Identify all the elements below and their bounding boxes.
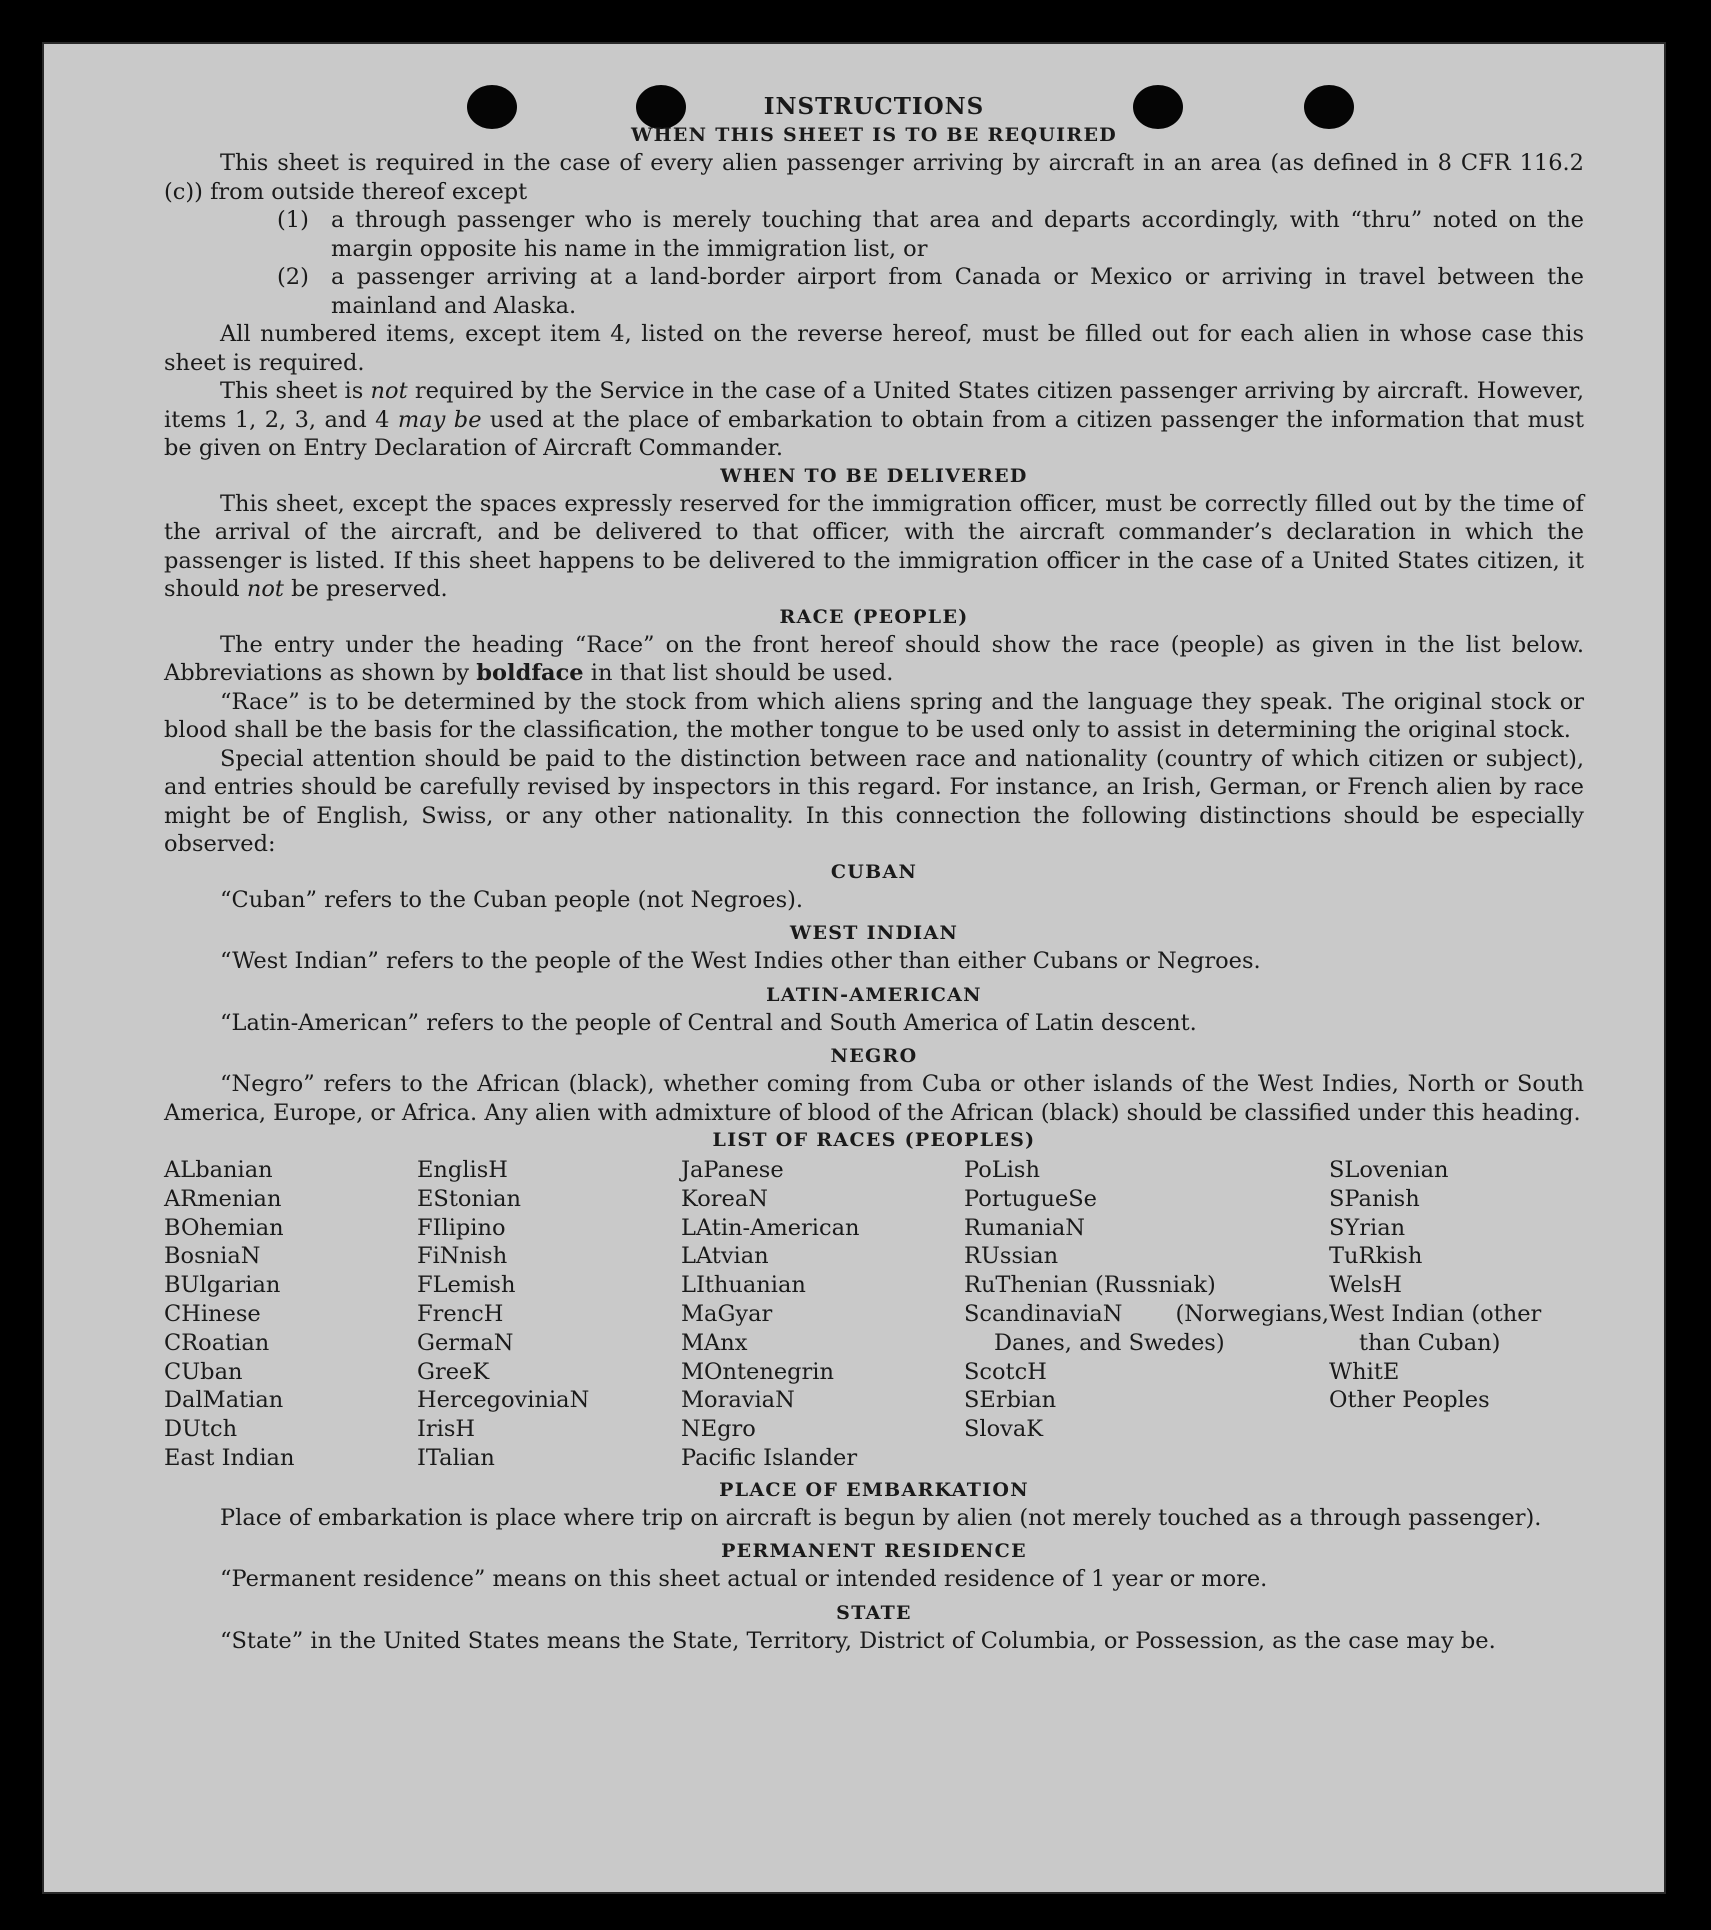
section-heading: LIST OF RACES (PEOPLES): [712, 1129, 1036, 1151]
section-heading: NEGRO: [830, 1045, 918, 1067]
race-entry: PoLish: [964, 1157, 1040, 1183]
section-heading: WEST INDIAN: [789, 922, 959, 944]
race-entry: MOntenegrin: [681, 1358, 834, 1385]
race-entry: JaPanese: [681, 1157, 784, 1183]
race-entry: EnglisH: [417, 1157, 508, 1183]
race-entry: West Indian (other than Cuban): [1329, 1300, 1542, 1356]
race-entry: BUlgarian: [164, 1272, 281, 1299]
paragraph: “Cuban” refers to the Cuban people (not Negroes).: [220, 886, 804, 913]
paragraph: All numbered items, except item 4, listed on the reverse hereof, must be filled out for each alien in whose case this sheet is required.: [164, 321, 1584, 376]
instructions-content: [164, 92, 1584, 1655]
race-entry: SlovaK: [964, 1416, 1044, 1443]
paragraph: This sheet, except the spaces expressly reserved for the immigration officer, must be correctly filled out by the time of the arrival of the aircraft, and be delivered to that officer, with the aircraft commander’s declaration in which the passenger is listed. If this sheet happens to be delivered to the immigration officer in the case of a United States citizen, it should not be preserved.: [164, 490, 1584, 602]
race-column: [964, 1156, 1329, 1473]
document-sheet: [44, 44, 1664, 1892]
race-entry: RUssian: [964, 1243, 1059, 1270]
race-entry: PortugueSe: [964, 1185, 1098, 1212]
page-title: INSTRUCTIONS: [763, 93, 985, 120]
paragraph: This sheet is required in the case of every alien passenger arriving by aircraft in an area (as defined in 8 CFR 116.2 (c)) from outside thereof except: [164, 150, 1584, 205]
race-entry: CUban: [164, 1358, 243, 1385]
numbered-item: [277, 263, 1584, 320]
race-entry: ITalian: [417, 1444, 495, 1471]
race-entry: SErbian: [964, 1387, 1057, 1414]
paragraph: “Negro” refers to the African (black), whether coming from Cuba or other islands of the West Indies, North or South America, Europe, or Africa. Any alien with admixture of blood of the African (black) should be classified under this heading.: [164, 1071, 1584, 1126]
paragraph: This sheet is not required by the Service in the case of a United States citizen passenger arriving by aircraft. However, items 1, 2, 3, and 4 may be used at the place of embarkation to obtain from a citizen passenger the information that must be given on Entry Declaration of Aircraft Commander.: [164, 378, 1584, 461]
paragraph: “Permanent residence” means on this sheet actual or intended residence of 1 year or more.: [220, 1566, 1268, 1593]
section-heading: WHEN THIS SHEET IS TO BE REQUIRED: [630, 124, 1118, 146]
race-entry: Pacific Islander: [681, 1444, 858, 1471]
race-entry: SLovenian: [1329, 1157, 1449, 1183]
race-entry: ALbanian: [164, 1157, 273, 1183]
race-entry: SYrian: [1329, 1214, 1406, 1241]
paragraph: “Race” is to be determined by the stock from which aliens spring and the language they speak. The original stock or blood shall be the basis for the classification, the mother tongue to be used only to assist in determining the original stock.: [164, 688, 1584, 743]
race-entry: WelsH: [1329, 1272, 1402, 1299]
section-heading: STATE: [836, 1601, 912, 1624]
item-text: a passenger arriving at a land-border airport from Canada or Mexico or arriving in travel between the mainland and Alaska.: [331, 264, 1584, 319]
item-text: a through passenger who is merely touching that area and departs accordingly, with “thru” noted on the margin opposite his name in the immigration list, or: [331, 207, 1584, 262]
race-column: [164, 1156, 417, 1473]
section-heading: PLACE OF EMBARKATION: [719, 1478, 1029, 1501]
race-entry: ScotcH: [964, 1358, 1047, 1385]
section-heading: RACE (PEOPLE): [779, 605, 969, 628]
paragraph: The entry under the heading “Race” on the front hereof should show the race (people) as given in the list below. Abbreviations as shown by boldface in that list should be used.: [164, 631, 1584, 686]
race-entry: East Indian: [164, 1444, 295, 1471]
race-entry: ARmenian: [164, 1185, 282, 1212]
race-entry: LIthuanian: [681, 1272, 806, 1299]
paragraph: Special attention should be paid to the distinction between race and nationality (country of which citizen or subject), and entries should be carefully revised by inspectors in this regard. For instance, an Irish, German, or French alien by race might be of English, Swiss, or any other nationality. In this connection the following distinctions should be especially observed:: [164, 745, 1584, 857]
race-entry: CHinese: [164, 1300, 261, 1327]
paragraph: “West Indian” refers to the people of the West Indies other than either Cubans or Negroes.: [220, 948, 1261, 974]
race-entry: GreeK: [417, 1358, 490, 1385]
race-entry: LAtvian: [681, 1243, 769, 1270]
race-entry: CRoatian: [164, 1329, 270, 1356]
race-entry: EStonian: [417, 1185, 522, 1212]
race-entry: IrisH: [417, 1416, 476, 1443]
paragraph: “Latin-American” refers to the people of Central and South America of Latin descent.: [220, 1009, 1197, 1036]
paragraph: Place of embarkation is place where trip on aircraft is begun by alien (not merely touched as a through passenger).: [220, 1504, 1542, 1531]
race-entry: MoraviaN: [681, 1387, 795, 1414]
race-entry: ScandinaviaN (Norwegians, Danes, and Swedes): [964, 1300, 1329, 1356]
race-entry: MAnx: [681, 1329, 748, 1356]
race-entry: FrencH: [417, 1300, 504, 1327]
race-entry: MaGyar: [681, 1300, 773, 1327]
section-heading: CUBAN: [830, 860, 918, 883]
race-column: [417, 1156, 681, 1473]
numbered-item: [277, 206, 1584, 263]
race-entry: FLemish: [417, 1272, 516, 1299]
race-entry: FIlipino: [417, 1214, 506, 1241]
race-entry: NEgro: [681, 1416, 756, 1443]
race-entry: BOhemian: [164, 1214, 284, 1241]
item-number: (1): [277, 207, 309, 233]
section-heading: WHEN TO BE DELIVERED: [720, 464, 1028, 487]
race-list: [164, 1156, 1584, 1473]
race-entry: LAtin-American: [681, 1214, 860, 1241]
race-entry: HercegoviniaN: [417, 1387, 590, 1414]
paragraph: “State” in the United States means the State, Territory, District of Columbia, or Possession, as the case may be.: [220, 1627, 1496, 1654]
race-entry: Other Peoples: [1329, 1387, 1490, 1414]
item-number: (2): [277, 264, 309, 290]
race-entry: DalMatian: [164, 1387, 284, 1414]
section-heading: PERMANENT RESIDENCE: [721, 1540, 1027, 1563]
race-column: [1329, 1156, 1584, 1473]
race-entry: GermaN: [417, 1329, 514, 1356]
race-entry: WhitE: [1329, 1358, 1400, 1385]
race-entry: BosniaN: [164, 1243, 261, 1270]
race-entry: KoreaN: [681, 1185, 768, 1212]
race-column: [681, 1156, 964, 1473]
section-heading: LATIN-AMERICAN: [766, 983, 982, 1006]
race-entry: DUtch: [164, 1416, 238, 1443]
race-entry: TuRkish: [1329, 1243, 1423, 1270]
race-entry: RumaniaN: [964, 1214, 1085, 1241]
race-entry: SPanish: [1329, 1185, 1420, 1212]
race-entry: RuThenian (Russniak): [964, 1272, 1216, 1299]
race-entry: FiNnish: [417, 1243, 508, 1270]
